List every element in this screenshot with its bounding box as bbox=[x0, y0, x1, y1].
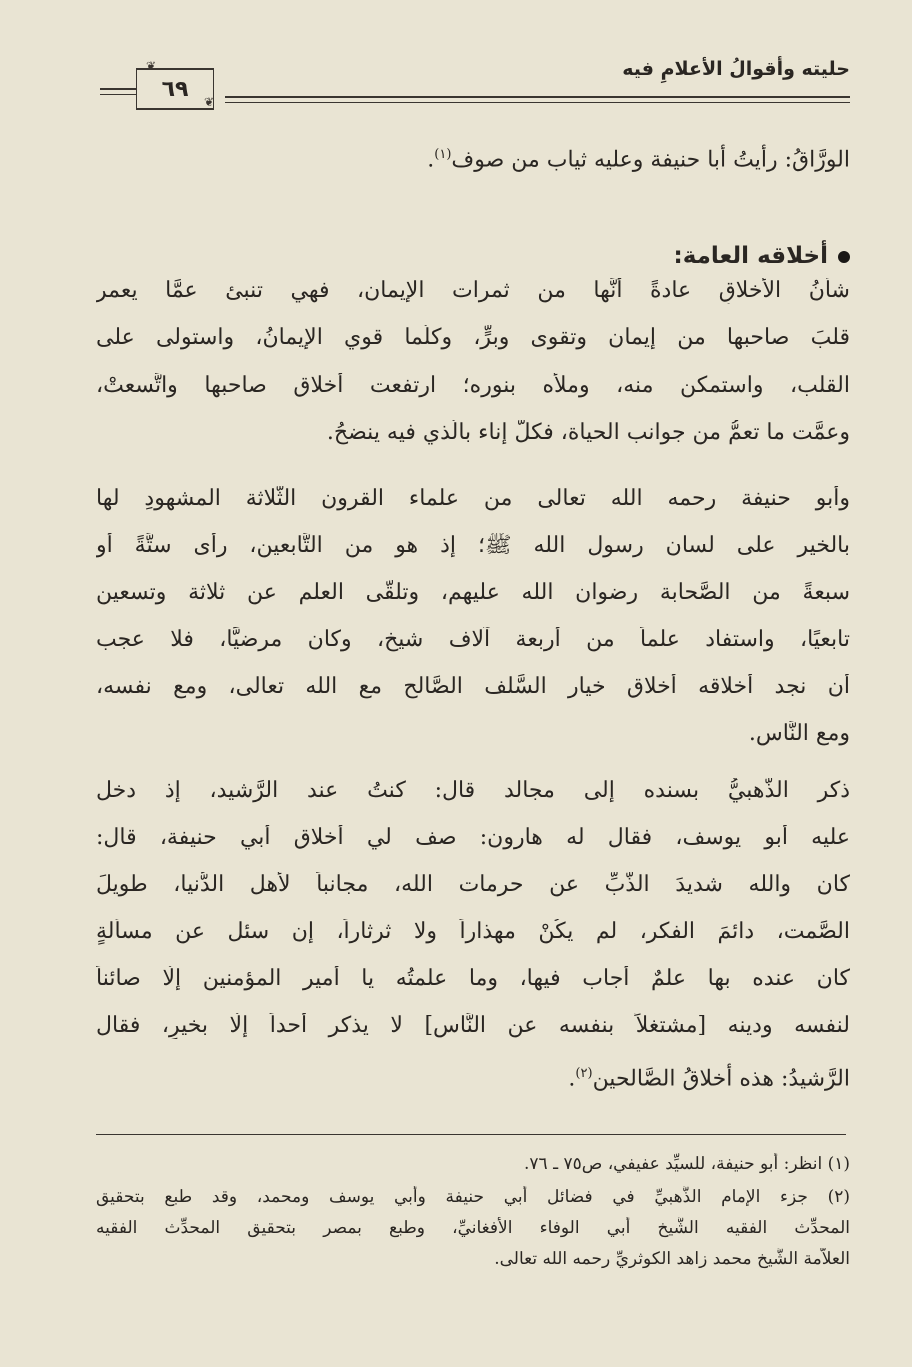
bullet-icon bbox=[838, 251, 850, 263]
footnote-ref: (٢) bbox=[575, 1066, 593, 1081]
text-line: شأنُ الأخلاقِ عادةً أنَّها من ثمرات الإيمان، فهي تنبئ عمَّا يعمر bbox=[96, 278, 850, 303]
text-line: أن نجد أخلاقه أخلاق خيار السَّلف الصَّالح مع الله تعالى، ومع نفسه، bbox=[96, 674, 850, 699]
header-rule bbox=[225, 102, 850, 103]
text-line bbox=[96, 142, 850, 173]
footnote-separator bbox=[96, 1134, 846, 1135]
page-number-rule bbox=[100, 88, 136, 90]
text-line: وأبو حنيفة رحمه الله تعالى من علماء القرون الثَّلاثة المشهودِ لها bbox=[96, 486, 850, 511]
running-title: حليته وأقوالُ الأعلامِ فيه bbox=[622, 58, 850, 80]
footnote-ref: (١) bbox=[434, 147, 452, 162]
text-line: ذكر الذَّهبيُّ بسنده إلى مجالد قال: كنتُ عند الرَّشيد، إذ دخل bbox=[96, 778, 850, 803]
text-line: كان والله شديدَ الذَّبِّ عن حرمات الله، مجانباً لأهل الدُّنيا، طويلَ bbox=[96, 872, 850, 897]
page-number-rule bbox=[100, 94, 136, 95]
text-line: كان عنده بها علمٌ أجاب فيها، وما علمتُه يا أمير المؤمنين إلَّا صائناً bbox=[96, 966, 850, 991]
text-line: وعمَّت ما تعمُّ من جوانب الحياة، فكلُّ إناء بالَّذي فيه ينضحُ. bbox=[326, 420, 850, 445]
section-heading bbox=[674, 243, 850, 269]
text-line: ومع النَّاس. bbox=[748, 721, 850, 746]
text-line: بالخير على لسان رسول الله ﷺ؛ إذ هو من التَّابعين، رأى ستَّةً أو bbox=[96, 533, 850, 558]
closing-end: . bbox=[568, 1066, 576, 1092]
ornament-icon: ❦ bbox=[204, 95, 215, 109]
closing-text: الرَّشيدُ: هذه أخلاقُ الصَّالحين bbox=[592, 1066, 850, 1092]
text-line: قلبَ صاحبها من إيمان وتقوى وبرٍّ، وكلَّما قوي الإيمانُ، واستولى على bbox=[96, 325, 850, 350]
text-line bbox=[96, 1061, 850, 1092]
footnote-2-line: (٢) جزء الإمام الذَّهبيِّ في فضائل أبي حنيفة وأبي يوسف ومحمد، وقد طبع بتحقيق bbox=[96, 1187, 850, 1207]
intro-text: الورَّاقُ: رأيتُ أبا حنيفة وعليه ثياب من صوف bbox=[451, 147, 850, 173]
footnote-1: (١) انظر: أبو حنيفة، للسيِّد عفيفي، ص٧٥ ـ ٧٦. bbox=[524, 1154, 850, 1174]
ornament-icon: ❦ bbox=[146, 59, 157, 73]
header-rule bbox=[225, 96, 850, 98]
text-line: الصَّمت، دائمَ الفكر، لم يكُنْ مهذاراً ولا ثرثاراً، إن سئل عن مسألةٍ bbox=[96, 919, 850, 944]
text-line: القلب، واستمكن منه، وملأه بنوره؛ ارتفعت أخلاق صاحبها واتَّسعتْ، bbox=[96, 373, 850, 398]
section-heading-text: أخلاقه العامة: bbox=[673, 243, 828, 269]
footnote-2-line: العلاَّمة الشَّيخ محمد زاهد الكوثريِّ رحمه الله تعالى. bbox=[494, 1249, 850, 1269]
text-line: سبعةً من الصَّحابة رضوان الله عليهم، وتلقَّى العلم عن ثلاثة وتسعين bbox=[96, 580, 850, 605]
text-line: عليه أبو يوسف، فقال له هارون: صف لي أخلاق أبي حنيفة، قال: bbox=[96, 825, 850, 850]
text-line: لنفسه ودينه [مشتغلاً بنفسه عن النَّاس] لا يذكر أحداً إلَّا بخيرٍ، فقال bbox=[96, 1013, 850, 1038]
page-number: ٦٩ bbox=[136, 68, 214, 110]
text-line: تابعيًا، واستفاد علماً من أربعة آلاف شيخ، وكان مرضيًّا، فلا عجب bbox=[96, 627, 850, 652]
footnote-2-line: المحدِّث الفقيه الشَّيخ أبي الوفاء الأفغانيِّ، وطبع بمصر بتحقيق المحدِّث الفقيه bbox=[96, 1218, 850, 1238]
intro-end: . bbox=[427, 147, 435, 173]
